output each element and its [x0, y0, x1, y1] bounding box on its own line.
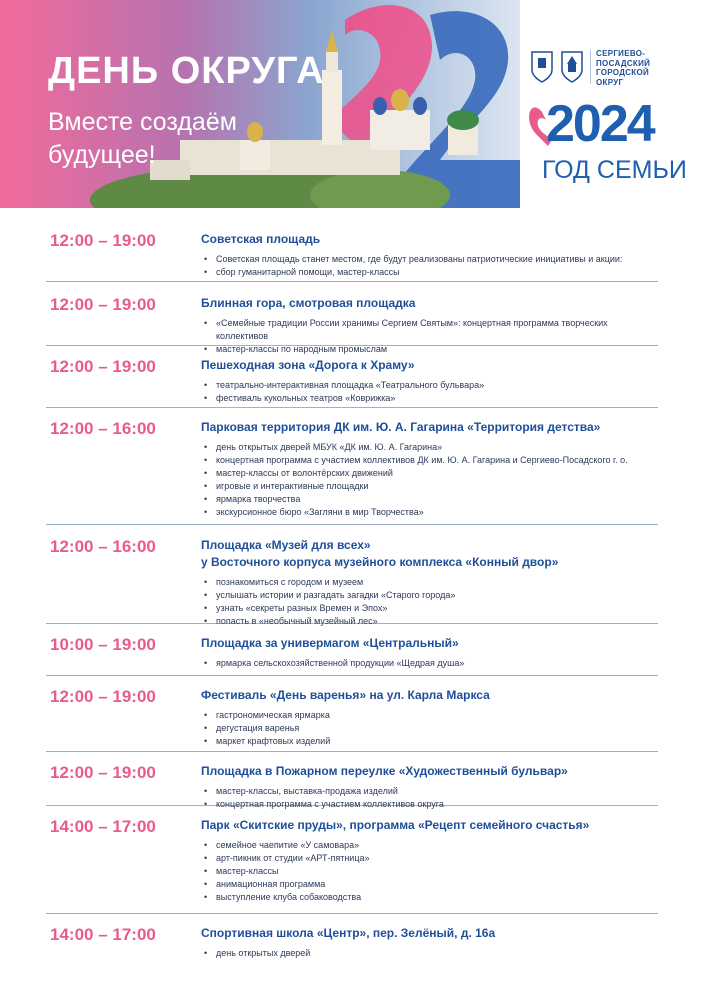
- event-venue: [201, 635, 661, 652]
- event-item: • Советская площадь станет местом, где будут реализованы патриотические инициативы и акции:: [204, 253, 659, 266]
- event-row: [46, 348, 658, 408]
- event-items: [204, 441, 659, 519]
- event-item: • мастер-классы: [204, 865, 659, 878]
- district-name-text: СЕРГИЕВО- ПОСАДСКИЙ ГОРОДСКОЙ ОКРУГ: [596, 49, 651, 87]
- event-item: • дегустация варенья: [204, 722, 659, 735]
- event-venue-line: Площадка в Пожарном переулке «Художественный бульвар»: [201, 764, 568, 778]
- subtitle-line-2: будущее!: [48, 141, 156, 169]
- event-item: • выступление клуба собаководства: [204, 891, 659, 904]
- event-item: • день открытых дверей МБУК «ДК им. Ю. А. Гагарина»: [204, 441, 659, 454]
- event-item: • игровые и интерактивные площадки: [204, 480, 659, 493]
- event-time: 12:00 – 16:00: [50, 537, 156, 556]
- event-item: • ярмарка творчества: [204, 493, 659, 506]
- event-items: [204, 253, 659, 279]
- event-venue: [201, 687, 661, 704]
- event-time: 12:00 – 19:00: [50, 687, 156, 706]
- event-row: [46, 286, 658, 354]
- event-venue: [201, 817, 661, 834]
- event-item: • арт-пикник от студии «АРТ-пятница»: [204, 852, 659, 865]
- town-panorama-image: [0, 0, 520, 208]
- event-venue: [201, 231, 661, 248]
- event-row: [46, 410, 658, 525]
- event-venue-line: Фестиваль «День варенья» на ул. Карла Маркса: [201, 688, 490, 702]
- event-items: [204, 576, 659, 628]
- event-time: 14:00 – 17:00: [50, 817, 156, 836]
- event-venue: [201, 419, 661, 436]
- event-item: • попасть в «необычный музейный лес»: [204, 615, 659, 628]
- event-venue: [201, 537, 661, 571]
- event-item: • мастер-классы от волонтёрских движений: [204, 467, 659, 480]
- event-venue-line: у Восточного корпуса музейного комплекса «Конный двор»: [201, 555, 559, 569]
- event-item: • сбор гуманитарной помощи, мастер-классы: [204, 266, 659, 279]
- event-time: 12:00 – 19:00: [50, 231, 156, 250]
- header: [0, 0, 706, 212]
- event-items: [204, 839, 659, 904]
- event-item: • семейное чаепитие «У самовара»: [204, 839, 659, 852]
- event-venue: [201, 357, 661, 374]
- event-venue: [201, 295, 661, 312]
- event-venue-line: Блинная гора, смотровая площадка: [201, 296, 416, 310]
- event-row: [46, 678, 658, 752]
- page-title: ДЕНЬ ОКРУГА: [48, 50, 325, 92]
- event-row: [46, 626, 658, 676]
- event-item: • экскурсионное бюро «Загляни в мир Творчества»: [204, 506, 659, 519]
- event-item: • маркет крафтовых изделий: [204, 735, 659, 748]
- event-venue-line: Парковая территория ДК им. Ю. А. Гагарина «Территория детства»: [201, 420, 601, 434]
- event-item: • день открытых дверей: [204, 947, 659, 960]
- event-item: • ярмарка сельскохозяйственной продукции «Щедрая душа»: [204, 657, 659, 670]
- event-row: [46, 916, 658, 962]
- town-emblem-icon: [560, 50, 584, 84]
- event-item: • узнать «секреты разных Времен и Эпох»: [204, 602, 659, 615]
- event-time: 12:00 – 19:00: [50, 295, 156, 314]
- event-item: • услышать истории и разгадать загадки «Старого города»: [204, 589, 659, 602]
- year-caption: ГОД СЕМЬИ: [542, 156, 687, 184]
- event-venue: [201, 763, 661, 780]
- event-row: [46, 222, 658, 282]
- event-row: [46, 528, 658, 624]
- event-item: • познакомиться с городом и музеем: [204, 576, 659, 589]
- event-item: • концертная программа с участием коллективов округа: [204, 798, 659, 811]
- event-venue-line: Спортивная школа «Центр», пер. Зелёный, д. 16а: [201, 926, 496, 940]
- event-item: • фестиваль кукольных театров «Коврижка»: [204, 392, 659, 405]
- year-label: 2024: [546, 95, 654, 153]
- event-item: • мастер-классы, выставка-продажа изделий: [204, 785, 659, 798]
- event-items: [204, 947, 659, 960]
- event-venue: [201, 925, 661, 942]
- event-items: [204, 709, 659, 748]
- event-item: • гастрономическая ярмарка: [204, 709, 659, 722]
- event-time: 12:00 – 19:00: [50, 763, 156, 782]
- event-item: • анимационная программа: [204, 878, 659, 891]
- event-items: [204, 379, 659, 405]
- logo-area: [526, 48, 696, 188]
- event-row: [46, 754, 658, 809]
- coat-of-arms-icon: [530, 50, 554, 84]
- event-venue-line: Площадка «Музей для всех»: [201, 538, 371, 552]
- district-name: [596, 49, 696, 87]
- event-item: • концертная программа с участием коллективов ДК им. Ю. А. Гагарина и Сергиево-Посадского г. о.: [204, 454, 659, 467]
- event-venue-line: Советская площадь: [201, 232, 321, 246]
- logo-divider: [590, 50, 591, 84]
- event-item: • театрально-интерактивная площадка «Театрального бульвара»: [204, 379, 659, 392]
- event-venue-line: Парк «Скитские пруды», программа «Рецепт семейного счастья»: [201, 818, 590, 832]
- event-item: • «Семейные традиции России хранимы Сергием Святым»: концертная программа творческих коллективов: [204, 317, 659, 343]
- subtitle-line-1: Вместе создаём: [48, 108, 237, 136]
- event-item: • мастер-классы по народным промыслам: [204, 343, 659, 356]
- event-row: [46, 808, 658, 914]
- header-banner: [0, 0, 520, 208]
- event-venue-line: Площадка за универмагом «Центральный»: [201, 636, 459, 650]
- event-time: 12:00 – 16:00: [50, 419, 156, 438]
- event-time: 10:00 – 19:00: [50, 635, 156, 654]
- event-items: [204, 657, 659, 670]
- event-venue-line: Пешеходная зона «Дорога к Храму»: [201, 358, 415, 372]
- event-time: 12:00 – 19:00: [50, 357, 156, 376]
- event-time: 14:00 – 17:00: [50, 925, 156, 944]
